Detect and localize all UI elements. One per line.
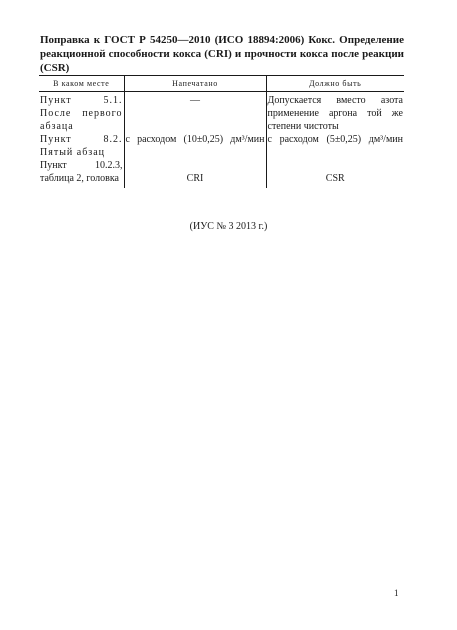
row-printed: —: [124, 92, 266, 134]
page-number: 1: [394, 588, 399, 598]
row-place: Пункт 10.2.3, таблица 2, головка: [40, 160, 123, 184]
table-row: [39, 133, 404, 159]
row-printed: CRI: [124, 159, 266, 188]
table-header-row: [39, 76, 404, 92]
row-place: Пункт 5.1. После первого абзаца: [40, 95, 123, 132]
row-place: Пункт 8.2. Пятый абзац: [40, 134, 123, 158]
correction-table: [39, 75, 404, 188]
row-should-be: CSR: [266, 159, 404, 188]
row-should-be: с расходом (5±0,25) дм³/мин: [266, 133, 404, 159]
header-printed: Напечатано: [124, 76, 266, 92]
table-row: [39, 159, 404, 188]
issue-note: (ИУС № 3 2013 г.): [189, 221, 268, 232]
row-should-be: Допускается вместо азота применение аргона той же степени чистоты: [266, 92, 404, 134]
table-row: [39, 92, 404, 134]
row-printed: с расходом (10±0,25) дм³/мин: [124, 133, 266, 159]
header-place: В каком месте: [39, 76, 124, 92]
document-title: Поправка к ГОСТ Р 54250—2010 (ИСО 18894:2006) Кокс. Определение реакционной способности кокса (CRI) и прочности кокса после реакции (CSR): [40, 34, 404, 74]
header-should-be: Должно быть: [266, 76, 404, 92]
